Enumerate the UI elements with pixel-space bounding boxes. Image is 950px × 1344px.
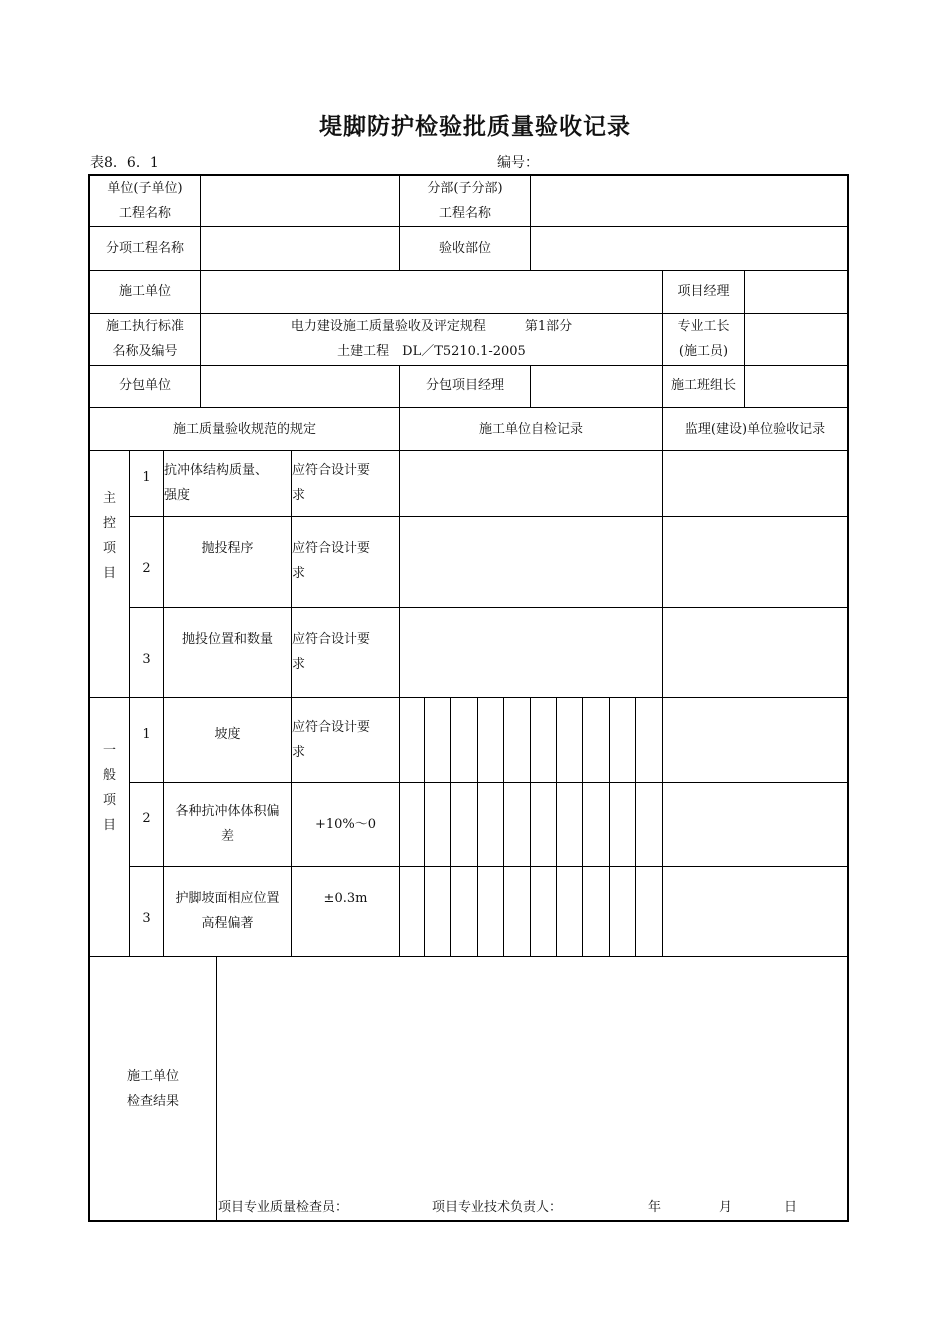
item-number: 3: [142, 652, 151, 667]
item-requirement: +10%～0: [314, 817, 377, 832]
item-number: 2: [142, 561, 151, 576]
subunit-project-label: 分部(子分部) 工程名称: [427, 181, 503, 221]
standard-value: 电力建设施工质量验收及评定规程 第1部分 土建工程 DL／T5210.1-2005: [290, 319, 573, 359]
main-control-label: 主 控 项 目: [102, 491, 116, 581]
item-name: 各种抗冲体体积偏 差: [175, 804, 280, 844]
construction-unit-label: 施工单位: [118, 284, 171, 299]
sub-project-manager-label: 分包项目经理: [425, 378, 504, 393]
date-year-label: 年: [648, 1200, 662, 1215]
column-self-check-header: 施工单位自检记录: [478, 422, 583, 437]
item-requirement: 应符合设计要 求: [292, 720, 371, 760]
item-project-name-label: 分项工程名称: [105, 241, 184, 256]
page-title: 堤脚防护检验批质量验收记录: [319, 114, 631, 140]
item-number: 3: [142, 911, 151, 926]
item-name: 抗冲体结构质量、 强度: [164, 463, 269, 503]
serial-number-label: 编号：: [497, 155, 539, 171]
technical-lead-label: 项目专业技术负责人：: [432, 1200, 563, 1215]
item-name: 护脚坡面相应位置 高程偏著: [175, 891, 280, 931]
item-number: 1: [142, 727, 151, 742]
inspection-result-label: 施工单位 检查结果: [126, 1069, 179, 1109]
team-leader-label: 施工班组长: [670, 378, 736, 393]
item-requirement: 应符合设计要 求: [292, 541, 371, 581]
item-requirement: ±0.3m: [323, 891, 368, 906]
item-requirement: 应符合设计要 求: [292, 632, 371, 672]
subcontractor-label: 分包单位: [118, 378, 171, 393]
date-month-label: 月: [719, 1200, 733, 1215]
column-spec-header: 施工质量验收规范的规定: [172, 422, 316, 437]
table-number: 表8．6．1: [90, 155, 159, 171]
item-number: 2: [142, 811, 151, 826]
item-name: 抛投程序: [201, 541, 254, 556]
column-supervision-header: 监理(建设)单位验收记录: [684, 422, 826, 437]
unit-project-label: 单位(子单位) 工程名称: [107, 181, 183, 221]
item-requirement: 应符合设计要 求: [292, 463, 371, 503]
standard-label: 施工执行标准 名称及编号: [105, 319, 184, 359]
acceptance-part-label: 验收部位: [438, 241, 491, 256]
foreman-label: 专业工长 (施工员): [677, 319, 730, 359]
item-name: 抛投位置和数量: [181, 632, 273, 647]
project-manager-label: 项目经理: [677, 284, 730, 299]
item-name: 坡度: [214, 727, 241, 742]
item-number: 1: [142, 470, 151, 485]
quality-inspector-label: 项目专业质量检查员：: [218, 1200, 349, 1215]
date-day-label: 日: [784, 1200, 798, 1215]
general-items-label: 一 般 项 目: [102, 743, 116, 833]
